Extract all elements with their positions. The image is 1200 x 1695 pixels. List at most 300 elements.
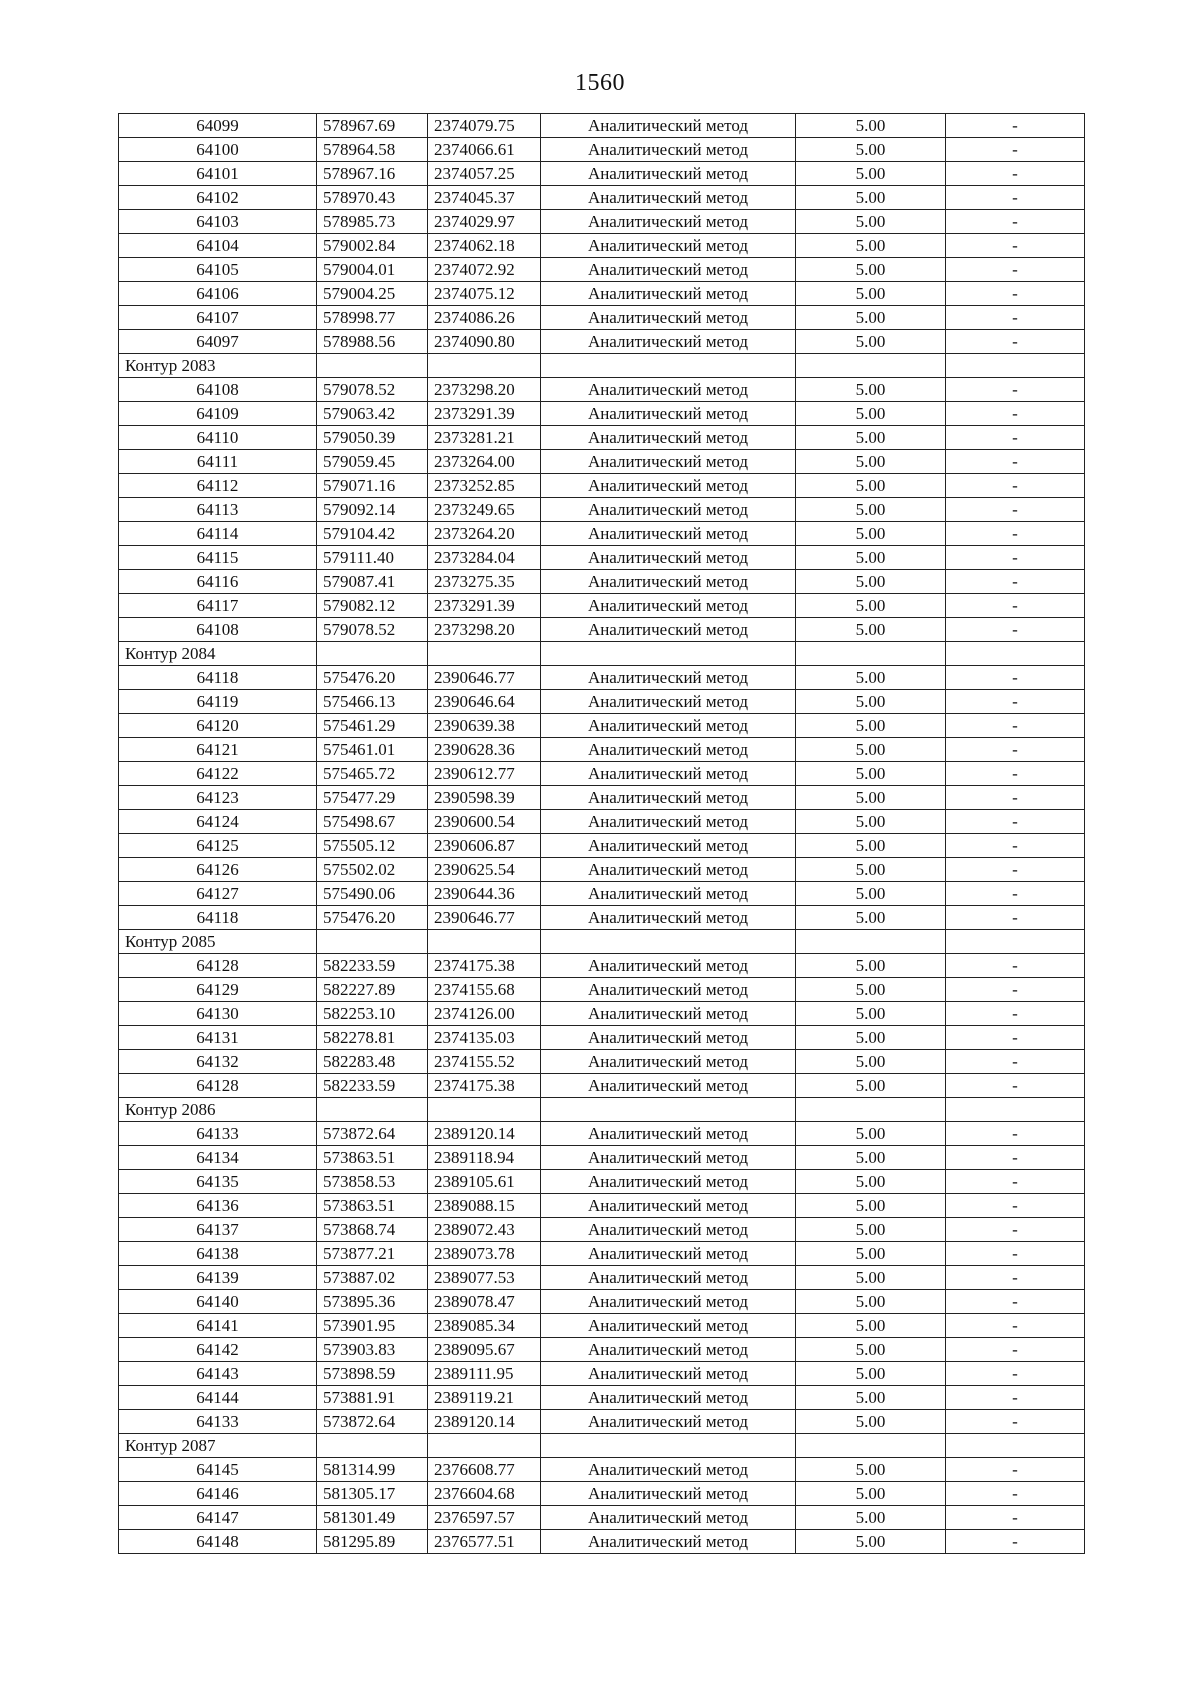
table-row xyxy=(119,234,1085,258)
accuracy-cell: 5.00 xyxy=(796,522,946,546)
point-number-cell: 64118 xyxy=(119,666,317,690)
x-coordinate-cell: 581305.17 xyxy=(317,1482,428,1506)
point-number-cell: 64105 xyxy=(119,258,317,282)
y-coordinate-cell: 2389078.47 xyxy=(428,1290,541,1314)
accuracy-cell: 5.00 xyxy=(796,954,946,978)
dash-cell: - xyxy=(946,1242,1085,1266)
x-coordinate-cell: 582233.59 xyxy=(317,954,428,978)
table-row xyxy=(119,618,1085,642)
y-coordinate-cell: 2390598.39 xyxy=(428,786,541,810)
table-row xyxy=(119,138,1085,162)
empty-cell xyxy=(796,1098,946,1122)
point-number-cell: 64135 xyxy=(119,1170,317,1194)
y-coordinate-cell: 2390646.77 xyxy=(428,666,541,690)
dash-cell: - xyxy=(946,282,1085,306)
table-row xyxy=(119,1074,1085,1098)
dash-cell: - xyxy=(946,378,1085,402)
empty-cell xyxy=(541,354,796,378)
table-row xyxy=(119,1146,1085,1170)
x-coordinate-cell: 579078.52 xyxy=(317,618,428,642)
method-cell: Аналитический метод xyxy=(541,450,796,474)
table-row xyxy=(119,522,1085,546)
table-row xyxy=(119,1002,1085,1026)
y-coordinate-cell: 2374066.61 xyxy=(428,138,541,162)
method-cell: Аналитический метод xyxy=(541,1338,796,1362)
contour-name: Контур 2084 xyxy=(119,642,317,666)
method-cell: Аналитический метод xyxy=(541,234,796,258)
y-coordinate-cell: 2389073.78 xyxy=(428,1242,541,1266)
empty-cell xyxy=(541,1434,796,1458)
method-cell: Аналитический метод xyxy=(541,186,796,210)
dash-cell: - xyxy=(946,594,1085,618)
x-coordinate-cell: 575477.29 xyxy=(317,786,428,810)
empty-cell xyxy=(428,642,541,666)
point-number-cell: 64141 xyxy=(119,1314,317,1338)
table-row xyxy=(119,378,1085,402)
point-number-cell: 64136 xyxy=(119,1194,317,1218)
method-cell: Аналитический метод xyxy=(541,858,796,882)
y-coordinate-cell: 2390639.38 xyxy=(428,714,541,738)
x-coordinate-cell: 573868.74 xyxy=(317,1218,428,1242)
accuracy-cell: 5.00 xyxy=(796,690,946,714)
y-coordinate-cell: 2390646.77 xyxy=(428,906,541,930)
accuracy-cell: 5.00 xyxy=(796,234,946,258)
point-number-cell: 64142 xyxy=(119,1338,317,1362)
table-row xyxy=(119,1482,1085,1506)
empty-cell xyxy=(541,642,796,666)
dash-cell: - xyxy=(946,234,1085,258)
table-row xyxy=(119,1314,1085,1338)
table-row xyxy=(119,978,1085,1002)
x-coordinate-cell: 578988.56 xyxy=(317,330,428,354)
empty-cell xyxy=(317,1098,428,1122)
accuracy-cell: 5.00 xyxy=(796,306,946,330)
accuracy-cell: 5.00 xyxy=(796,594,946,618)
method-cell: Аналитический метод xyxy=(541,114,796,138)
y-coordinate-cell: 2390628.36 xyxy=(428,738,541,762)
x-coordinate-cell: 575476.20 xyxy=(317,906,428,930)
y-coordinate-cell: 2374079.75 xyxy=(428,114,541,138)
point-number-cell: 64116 xyxy=(119,570,317,594)
accuracy-cell: 5.00 xyxy=(796,882,946,906)
point-number-cell: 64127 xyxy=(119,882,317,906)
accuracy-cell: 5.00 xyxy=(796,186,946,210)
dash-cell: - xyxy=(946,1530,1085,1554)
method-cell: Аналитический метод xyxy=(541,1266,796,1290)
method-cell: Аналитический метод xyxy=(541,402,796,426)
table-row xyxy=(119,1290,1085,1314)
y-coordinate-cell: 2373298.20 xyxy=(428,618,541,642)
method-cell: Аналитический метод xyxy=(541,1482,796,1506)
table-row xyxy=(119,282,1085,306)
point-number-cell: 64102 xyxy=(119,186,317,210)
dash-cell: - xyxy=(946,1194,1085,1218)
contour-name: Контур 2086 xyxy=(119,1098,317,1122)
method-cell: Аналитический метод xyxy=(541,1002,796,1026)
table-row xyxy=(119,210,1085,234)
y-coordinate-cell: 2390612.77 xyxy=(428,762,541,786)
x-coordinate-cell: 573863.51 xyxy=(317,1194,428,1218)
method-cell: Аналитический метод xyxy=(541,738,796,762)
y-coordinate-cell: 2374072.92 xyxy=(428,258,541,282)
dash-cell: - xyxy=(946,1266,1085,1290)
accuracy-cell: 5.00 xyxy=(796,498,946,522)
method-cell: Аналитический метод xyxy=(541,210,796,234)
dash-cell: - xyxy=(946,498,1085,522)
empty-cell xyxy=(541,930,796,954)
accuracy-cell: 5.00 xyxy=(796,474,946,498)
empty-cell xyxy=(946,354,1085,378)
x-coordinate-cell: 579004.01 xyxy=(317,258,428,282)
y-coordinate-cell: 2389105.61 xyxy=(428,1170,541,1194)
method-cell: Аналитический метод xyxy=(541,498,796,522)
method-cell: Аналитический метод xyxy=(541,1170,796,1194)
point-number-cell: 64122 xyxy=(119,762,317,786)
table-row xyxy=(119,1194,1085,1218)
x-coordinate-cell: 579002.84 xyxy=(317,234,428,258)
accuracy-cell: 5.00 xyxy=(796,1410,946,1434)
accuracy-cell: 5.00 xyxy=(796,426,946,450)
accuracy-cell: 5.00 xyxy=(796,1170,946,1194)
table-row xyxy=(119,594,1085,618)
table-row xyxy=(119,402,1085,426)
table-row xyxy=(119,1362,1085,1386)
dash-cell: - xyxy=(946,210,1085,234)
table-row xyxy=(119,738,1085,762)
accuracy-cell: 5.00 xyxy=(796,1338,946,1362)
point-number-cell: 64120 xyxy=(119,714,317,738)
y-coordinate-cell: 2374126.00 xyxy=(428,1002,541,1026)
point-number-cell: 64140 xyxy=(119,1290,317,1314)
x-coordinate-cell: 581301.49 xyxy=(317,1506,428,1530)
point-number-cell: 64101 xyxy=(119,162,317,186)
method-cell: Аналитический метод xyxy=(541,762,796,786)
method-cell: Аналитический метод xyxy=(541,474,796,498)
accuracy-cell: 5.00 xyxy=(796,1458,946,1482)
x-coordinate-cell: 573858.53 xyxy=(317,1170,428,1194)
dash-cell: - xyxy=(946,1314,1085,1338)
y-coordinate-cell: 2374057.25 xyxy=(428,162,541,186)
point-number-cell: 64103 xyxy=(119,210,317,234)
empty-cell xyxy=(946,1098,1085,1122)
x-coordinate-cell: 579082.12 xyxy=(317,594,428,618)
accuracy-cell: 5.00 xyxy=(796,210,946,234)
accuracy-cell: 5.00 xyxy=(796,1242,946,1266)
point-number-cell: 64129 xyxy=(119,978,317,1002)
x-coordinate-cell: 582233.59 xyxy=(317,1074,428,1098)
x-coordinate-cell: 579092.14 xyxy=(317,498,428,522)
point-number-cell: 64111 xyxy=(119,450,317,474)
method-cell: Аналитический метод xyxy=(541,666,796,690)
method-cell: Аналитический метод xyxy=(541,306,796,330)
accuracy-cell: 5.00 xyxy=(796,1362,946,1386)
point-number-cell: 64133 xyxy=(119,1410,317,1434)
accuracy-cell: 5.00 xyxy=(796,1050,946,1074)
accuracy-cell: 5.00 xyxy=(796,258,946,282)
dash-cell: - xyxy=(946,402,1085,426)
table-row xyxy=(119,1242,1085,1266)
x-coordinate-cell: 581314.99 xyxy=(317,1458,428,1482)
point-number-cell: 64121 xyxy=(119,738,317,762)
dash-cell: - xyxy=(946,978,1085,1002)
dash-cell: - xyxy=(946,114,1085,138)
table-row xyxy=(119,1506,1085,1530)
dash-cell: - xyxy=(946,1338,1085,1362)
x-coordinate-cell: 573887.02 xyxy=(317,1266,428,1290)
accuracy-cell: 5.00 xyxy=(796,834,946,858)
accuracy-cell: 5.00 xyxy=(796,570,946,594)
empty-cell xyxy=(946,1434,1085,1458)
table-row xyxy=(119,306,1085,330)
dash-cell: - xyxy=(946,810,1085,834)
point-number-cell: 64137 xyxy=(119,1218,317,1242)
point-number-cell: 64148 xyxy=(119,1530,317,1554)
table-row xyxy=(119,330,1085,354)
y-coordinate-cell: 2390600.54 xyxy=(428,810,541,834)
y-coordinate-cell: 2376597.57 xyxy=(428,1506,541,1530)
method-cell: Аналитический метод xyxy=(541,978,796,1002)
table-row xyxy=(119,258,1085,282)
accuracy-cell: 5.00 xyxy=(796,1290,946,1314)
x-coordinate-cell: 578967.69 xyxy=(317,114,428,138)
accuracy-cell: 5.00 xyxy=(796,738,946,762)
empty-cell xyxy=(428,354,541,378)
dash-cell: - xyxy=(946,570,1085,594)
accuracy-cell: 5.00 xyxy=(796,1386,946,1410)
x-coordinate-cell: 575502.02 xyxy=(317,858,428,882)
y-coordinate-cell: 2389119.21 xyxy=(428,1386,541,1410)
y-coordinate-cell: 2389085.34 xyxy=(428,1314,541,1338)
point-number-cell: 64108 xyxy=(119,378,317,402)
accuracy-cell: 5.00 xyxy=(796,1026,946,1050)
accuracy-cell: 5.00 xyxy=(796,1194,946,1218)
x-coordinate-cell: 578967.16 xyxy=(317,162,428,186)
point-number-cell: 64106 xyxy=(119,282,317,306)
dash-cell: - xyxy=(946,546,1085,570)
table-row xyxy=(119,426,1085,450)
point-number-cell: 64144 xyxy=(119,1386,317,1410)
accuracy-cell: 5.00 xyxy=(796,1482,946,1506)
dash-cell: - xyxy=(946,1146,1085,1170)
method-cell: Аналитический метод xyxy=(541,1122,796,1146)
y-coordinate-cell: 2373291.39 xyxy=(428,594,541,618)
point-number-cell: 64138 xyxy=(119,1242,317,1266)
dash-cell: - xyxy=(946,1506,1085,1530)
table-row xyxy=(119,546,1085,570)
method-cell: Аналитический метод xyxy=(541,1386,796,1410)
x-coordinate-cell: 581295.89 xyxy=(317,1530,428,1554)
x-coordinate-cell: 578964.58 xyxy=(317,138,428,162)
table-row xyxy=(119,114,1085,138)
y-coordinate-cell: 2389120.14 xyxy=(428,1410,541,1434)
point-number-cell: 64126 xyxy=(119,858,317,882)
y-coordinate-cell: 2374062.18 xyxy=(428,234,541,258)
x-coordinate-cell: 573895.36 xyxy=(317,1290,428,1314)
y-coordinate-cell: 2376608.77 xyxy=(428,1458,541,1482)
empty-cell xyxy=(428,930,541,954)
contour-header-row xyxy=(119,354,1085,378)
table-row xyxy=(119,186,1085,210)
x-coordinate-cell: 578998.77 xyxy=(317,306,428,330)
method-cell: Аналитический метод xyxy=(541,1290,796,1314)
dash-cell: - xyxy=(946,618,1085,642)
table-row xyxy=(119,1530,1085,1554)
accuracy-cell: 5.00 xyxy=(796,1122,946,1146)
empty-cell xyxy=(317,354,428,378)
y-coordinate-cell: 2376604.68 xyxy=(428,1482,541,1506)
method-cell: Аналитический метод xyxy=(541,1146,796,1170)
table-row xyxy=(119,1410,1085,1434)
y-coordinate-cell: 2373249.65 xyxy=(428,498,541,522)
coordinates-table xyxy=(118,113,1085,1554)
table-row xyxy=(119,570,1085,594)
dash-cell: - xyxy=(946,426,1085,450)
contour-name: Контур 2087 xyxy=(119,1434,317,1458)
method-cell: Аналитический метод xyxy=(541,810,796,834)
y-coordinate-cell: 2389111.95 xyxy=(428,1362,541,1386)
point-number-cell: 64128 xyxy=(119,1074,317,1098)
table-row xyxy=(119,1338,1085,1362)
method-cell: Аналитический метод xyxy=(541,1314,796,1338)
method-cell: Аналитический метод xyxy=(541,546,796,570)
method-cell: Аналитический метод xyxy=(541,1362,796,1386)
y-coordinate-cell: 2374135.03 xyxy=(428,1026,541,1050)
accuracy-cell: 5.00 xyxy=(796,978,946,1002)
method-cell: Аналитический метод xyxy=(541,1530,796,1554)
y-coordinate-cell: 2389118.94 xyxy=(428,1146,541,1170)
x-coordinate-cell: 573877.21 xyxy=(317,1242,428,1266)
method-cell: Аналитический метод xyxy=(541,1050,796,1074)
point-number-cell: 64109 xyxy=(119,402,317,426)
table-row xyxy=(119,810,1085,834)
method-cell: Аналитический метод xyxy=(541,258,796,282)
y-coordinate-cell: 2373291.39 xyxy=(428,402,541,426)
y-coordinate-cell: 2374175.38 xyxy=(428,1074,541,1098)
x-coordinate-cell: 575498.67 xyxy=(317,810,428,834)
accuracy-cell: 5.00 xyxy=(796,330,946,354)
method-cell: Аналитический метод xyxy=(541,1074,796,1098)
x-coordinate-cell: 575466.13 xyxy=(317,690,428,714)
method-cell: Аналитический метод xyxy=(541,882,796,906)
x-coordinate-cell: 573898.59 xyxy=(317,1362,428,1386)
dash-cell: - xyxy=(946,522,1085,546)
contour-header-row xyxy=(119,930,1085,954)
point-number-cell: 64134 xyxy=(119,1146,317,1170)
dash-cell: - xyxy=(946,858,1085,882)
point-number-cell: 64110 xyxy=(119,426,317,450)
accuracy-cell: 5.00 xyxy=(796,810,946,834)
method-cell: Аналитический метод xyxy=(541,522,796,546)
point-number-cell: 64123 xyxy=(119,786,317,810)
point-number-cell: 64114 xyxy=(119,522,317,546)
dash-cell: - xyxy=(946,1482,1085,1506)
dash-cell: - xyxy=(946,162,1085,186)
accuracy-cell: 5.00 xyxy=(796,618,946,642)
point-number-cell: 64131 xyxy=(119,1026,317,1050)
accuracy-cell: 5.00 xyxy=(796,666,946,690)
y-coordinate-cell: 2374086.26 xyxy=(428,306,541,330)
point-number-cell: 64100 xyxy=(119,138,317,162)
accuracy-cell: 5.00 xyxy=(796,1506,946,1530)
page-number: 1560 xyxy=(575,70,625,96)
point-number-cell: 64119 xyxy=(119,690,317,714)
dash-cell: - xyxy=(946,1458,1085,1482)
x-coordinate-cell: 579004.25 xyxy=(317,282,428,306)
x-coordinate-cell: 582253.10 xyxy=(317,1002,428,1026)
x-coordinate-cell: 575490.06 xyxy=(317,882,428,906)
y-coordinate-cell: 2373252.85 xyxy=(428,474,541,498)
method-cell: Аналитический метод xyxy=(541,594,796,618)
dash-cell: - xyxy=(946,450,1085,474)
table-row xyxy=(119,1218,1085,1242)
method-cell: Аналитический метод xyxy=(541,330,796,354)
dash-cell: - xyxy=(946,906,1085,930)
y-coordinate-cell: 2373284.04 xyxy=(428,546,541,570)
table-row xyxy=(119,1050,1085,1074)
method-cell: Аналитический метод xyxy=(541,714,796,738)
method-cell: Аналитический метод xyxy=(541,1218,796,1242)
table-row xyxy=(119,762,1085,786)
contour-name: Контур 2085 xyxy=(119,930,317,954)
method-cell: Аналитический метод xyxy=(541,1026,796,1050)
dash-cell: - xyxy=(946,1410,1085,1434)
y-coordinate-cell: 2374155.52 xyxy=(428,1050,541,1074)
dash-cell: - xyxy=(946,1386,1085,1410)
point-number-cell: 64112 xyxy=(119,474,317,498)
empty-cell xyxy=(428,1098,541,1122)
accuracy-cell: 5.00 xyxy=(796,714,946,738)
x-coordinate-cell: 579078.52 xyxy=(317,378,428,402)
x-coordinate-cell: 573901.95 xyxy=(317,1314,428,1338)
y-coordinate-cell: 2376577.51 xyxy=(428,1530,541,1554)
accuracy-cell: 5.00 xyxy=(796,786,946,810)
table-row xyxy=(119,786,1085,810)
point-number-cell: 64113 xyxy=(119,498,317,522)
point-number-cell: 64143 xyxy=(119,1362,317,1386)
dash-cell: - xyxy=(946,1074,1085,1098)
dash-cell: - xyxy=(946,738,1085,762)
empty-cell xyxy=(796,930,946,954)
method-cell: Аналитический метод xyxy=(541,906,796,930)
y-coordinate-cell: 2374045.37 xyxy=(428,186,541,210)
point-number-cell: 64139 xyxy=(119,1266,317,1290)
point-number-cell: 64133 xyxy=(119,1122,317,1146)
point-number-cell: 64146 xyxy=(119,1482,317,1506)
table-row xyxy=(119,1026,1085,1050)
method-cell: Аналитический метод xyxy=(541,1242,796,1266)
point-number-cell: 64097 xyxy=(119,330,317,354)
empty-cell xyxy=(796,354,946,378)
dash-cell: - xyxy=(946,1026,1085,1050)
table-row xyxy=(119,834,1085,858)
y-coordinate-cell: 2373264.00 xyxy=(428,450,541,474)
dash-cell: - xyxy=(946,306,1085,330)
table-row xyxy=(119,450,1085,474)
point-number-cell: 64115 xyxy=(119,546,317,570)
x-coordinate-cell: 573863.51 xyxy=(317,1146,428,1170)
x-coordinate-cell: 575476.20 xyxy=(317,666,428,690)
point-number-cell: 64128 xyxy=(119,954,317,978)
method-cell: Аналитический метод xyxy=(541,834,796,858)
dash-cell: - xyxy=(946,882,1085,906)
accuracy-cell: 5.00 xyxy=(796,858,946,882)
dash-cell: - xyxy=(946,1170,1085,1194)
table-row xyxy=(119,1170,1085,1194)
accuracy-cell: 5.00 xyxy=(796,762,946,786)
dash-cell: - xyxy=(946,1050,1085,1074)
table-row xyxy=(119,714,1085,738)
y-coordinate-cell: 2374090.80 xyxy=(428,330,541,354)
